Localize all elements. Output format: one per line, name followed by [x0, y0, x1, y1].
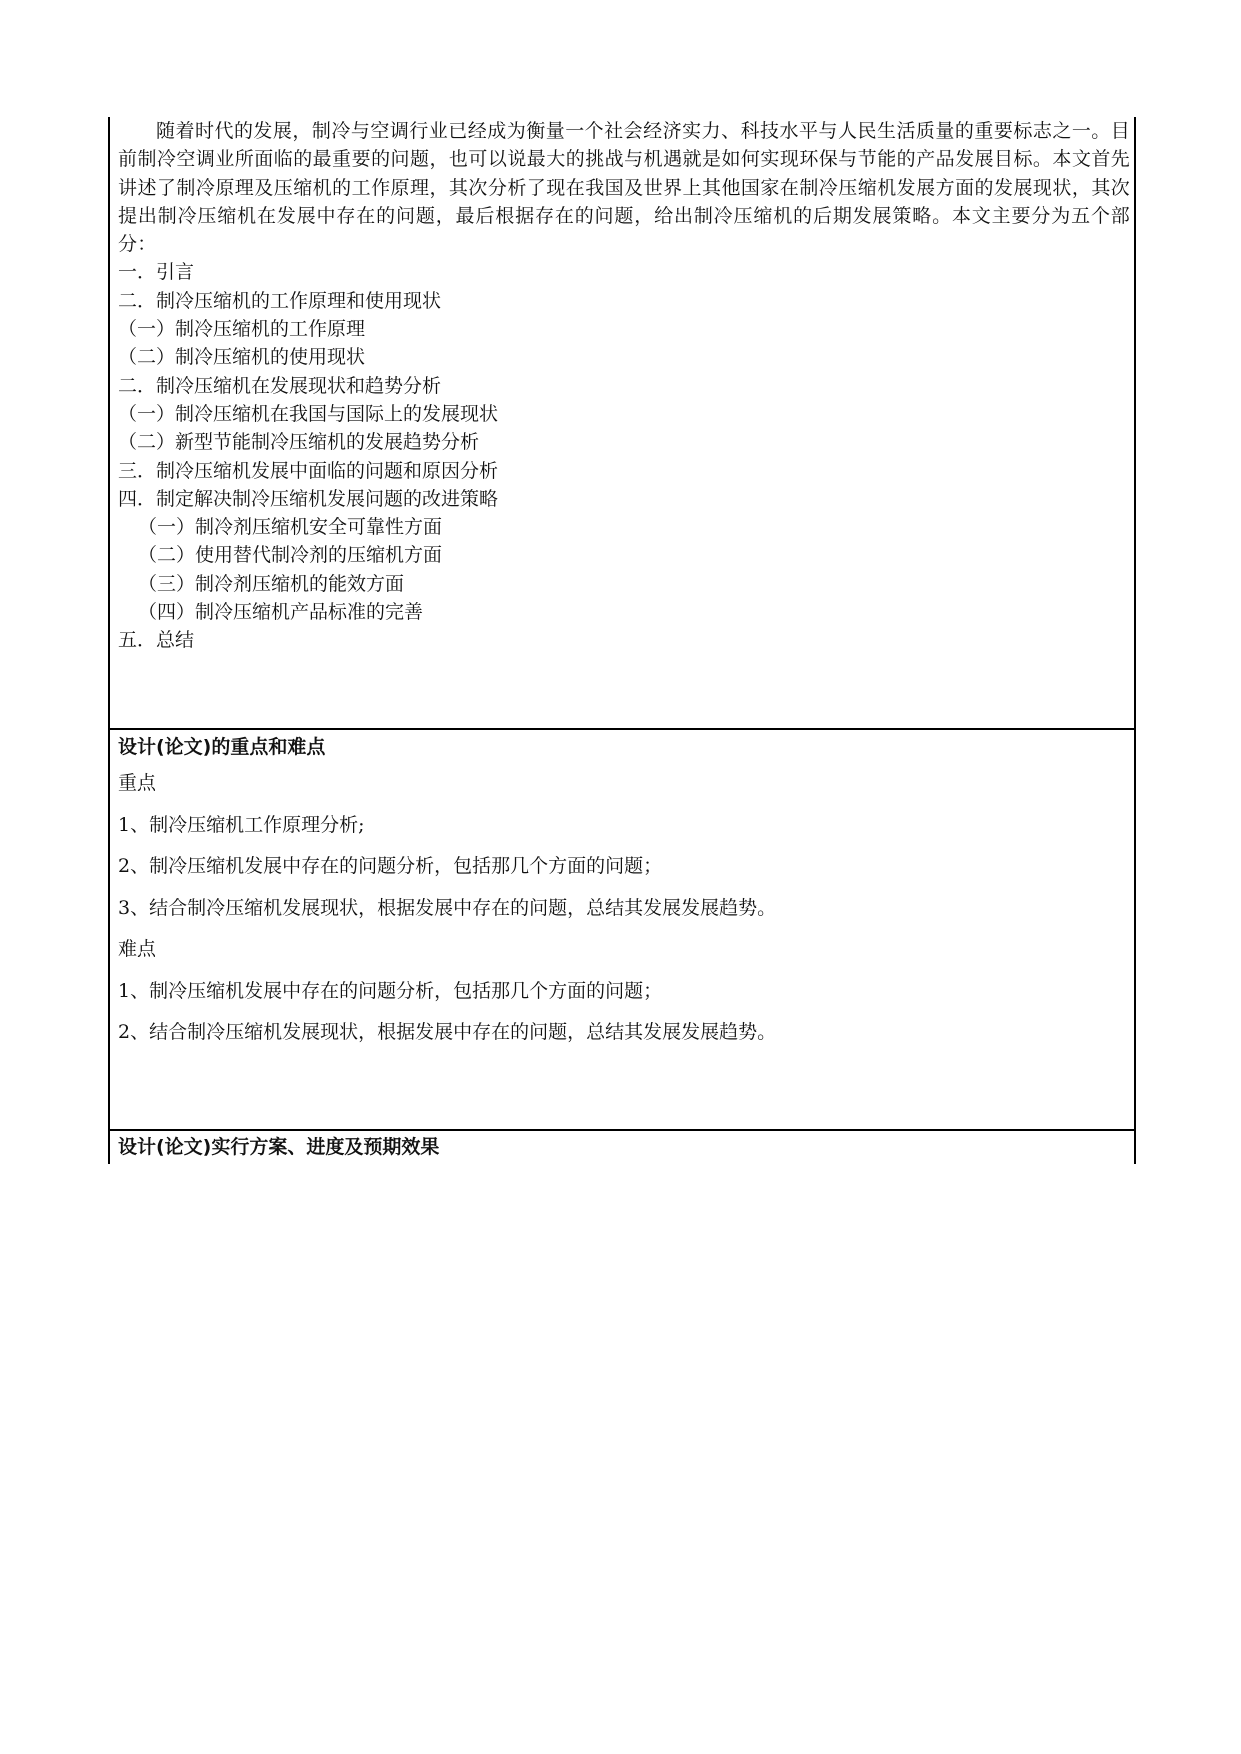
outline-item: 五．总结 — [118, 629, 195, 652]
outline-item: 四．制定解决制冷压缩机发展问题的改进策略 — [118, 487, 499, 510]
table-left-border — [108, 117, 110, 1164]
difficulty-label: 难点 — [118, 938, 157, 960]
outline-item: 二．制冷压缩机的工作原理和使用现状 — [118, 289, 442, 312]
key-point-item: 3、结合制冷压缩机发展现状，根据发展中存在的问题，总结其发展发展趋势。 — [118, 896, 777, 919]
difficulty-item: 2、结合制冷压缩机发展现状，根据发展中存在的问题，总结其发展发展趋势。 — [118, 1021, 777, 1043]
difficulty-item: 1、制冷压缩机发展中存在的问题分析，包括那几个方面的问题； — [118, 979, 663, 1002]
key-points-label: 重点 — [118, 772, 157, 794]
outline-item: （一）制冷压缩机在我国与国际上的发展现状 — [118, 402, 499, 425]
form-table — [108, 117, 1136, 1164]
outline-item: 二．制冷压缩机在发展现状和趋势分析 — [118, 374, 442, 397]
research-content-section — [118, 117, 1130, 655]
table-right-border — [1134, 117, 1136, 1164]
plan-section — [118, 1131, 1128, 1163]
outline-item: （三）制冷剂压缩机的能效方面 — [138, 572, 405, 595]
outline-item: 一．引言 — [118, 261, 195, 284]
section-heading: 设计(论文)实行方案、进度及预期效果 — [118, 1136, 440, 1158]
outline-item: 三．制冷压缩机发展中面临的问题和原因分析 — [118, 459, 499, 482]
key-point-item: 2、制冷压缩机发展中存在的问题分析，包括那几个方面的问题； — [118, 855, 663, 877]
key-point-item: 1、制冷压缩机工作原理分析; — [118, 813, 365, 836]
intro-paragraph: 随着时代的发展，制冷与空调行业已经成为衡量一个社会经济实力、科技水平与人民生活质量的重要标志之一。目前制冷空调业所面临的最重要的问题，也可以说最大的挑战与机遇就是如何实现环保与节能的产品发展目标。本文首先讲述了制冷原理及压缩机的工作原理，其次分析了现在我国及世界上其他国家在制冷压缩机发展方面的发展现状，其次提出制冷压缩机在发展中存在的问题，最后根据存在的问题，给出制冷压缩机的后期发展策略。本文主要分为五个部分： — [118, 120, 1130, 256]
outline-item: （二）使用替代制冷剂的压缩机方面 — [138, 544, 443, 567]
outline-item: （二）制冷压缩机的使用现状 — [118, 346, 366, 369]
outline-list — [118, 258, 1130, 654]
outline-item: （二）新型节能制冷压缩机的发展趋势分析 — [118, 431, 480, 454]
section-divider — [108, 728, 1136, 730]
key-points-section — [118, 731, 1128, 1054]
outline-item: （四）制冷压缩机产品标准的完善 — [138, 601, 424, 624]
section-heading: 设计(论文)的重点和难点 — [118, 736, 326, 758]
outline-item: （一）制冷剂压缩机安全可靠性方面 — [138, 516, 443, 539]
outline-item: （一）制冷压缩机的工作原理 — [118, 318, 366, 341]
